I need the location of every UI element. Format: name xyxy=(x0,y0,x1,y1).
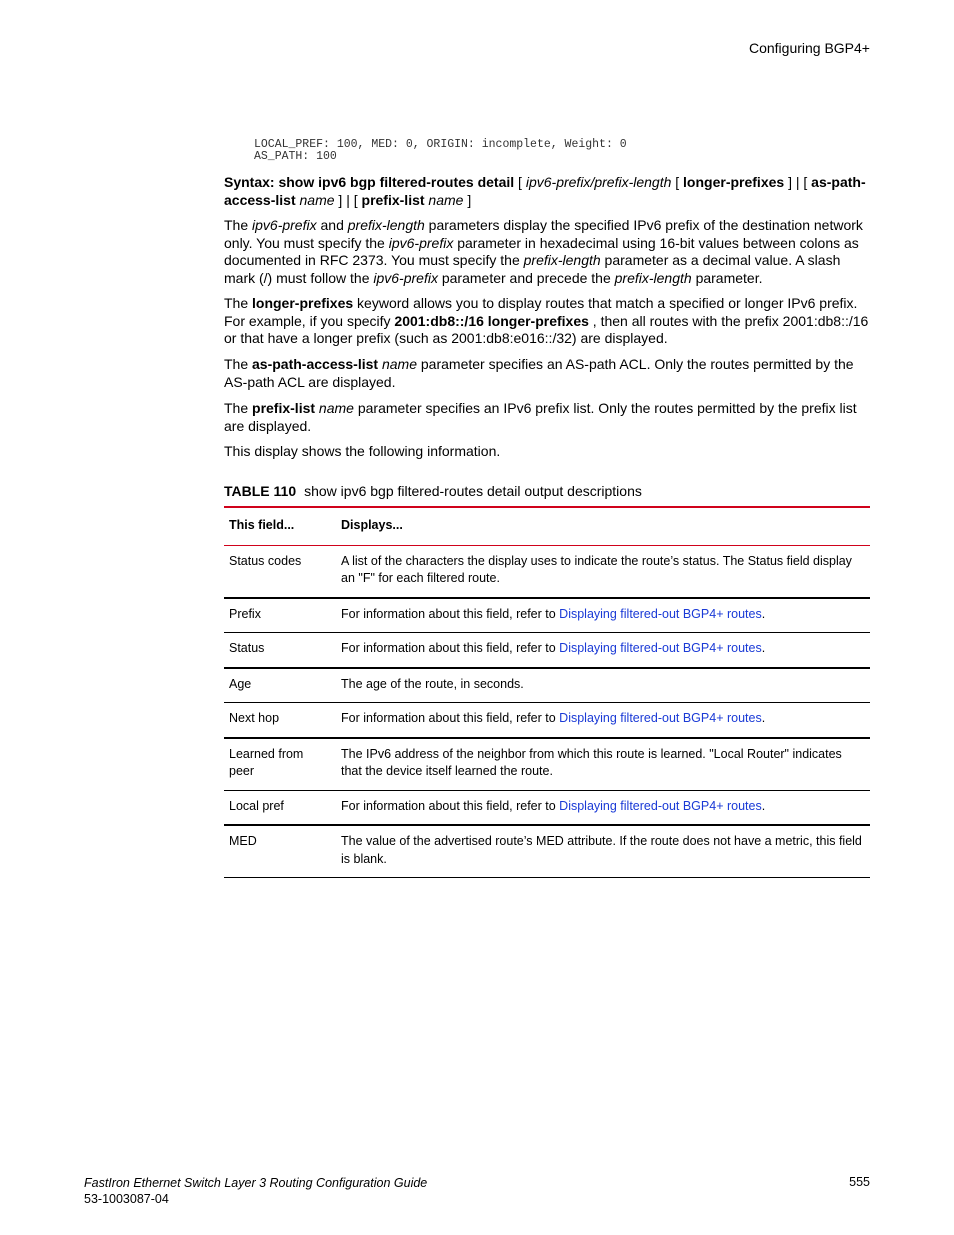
syntax-text: ] xyxy=(463,191,472,208)
text-italic: prefix-length xyxy=(347,217,425,233)
syntax-param: / xyxy=(590,174,595,190)
syntax-param: name xyxy=(299,191,335,208)
description-cell: The IPv6 address of the neighbor from which this route is learned. "Local Router" indicates that the device itself learned the route. xyxy=(336,738,870,791)
description-cell: The value of the advertised route’s MED attribute. If the route does not have a metric, this field is blank. xyxy=(336,825,870,878)
description-cell: The age of the route, in seconds. xyxy=(336,668,870,703)
table-row xyxy=(224,545,870,598)
table-row xyxy=(224,668,870,703)
syntax-line xyxy=(224,174,870,209)
table-row xyxy=(224,825,870,878)
text: parameters display the specified IPv6 prefix of the destination network only. You must specify the xyxy=(224,217,863,251)
text: parameter. xyxy=(691,269,763,286)
syntax-keyword: as-path-access-list xyxy=(224,174,866,208)
text: keyword allows you to display routes that match a specified or longer IPv6 prefix. For example, if you specify xyxy=(224,295,858,329)
text: . xyxy=(761,711,766,725)
table-row xyxy=(224,738,870,791)
paragraph-longer-prefixes xyxy=(224,295,870,348)
description-cell: A list of the characters the display uses to indicate the route’s status. The Status field display an "F" for each filtered route. xyxy=(336,545,870,598)
doc-number: 53-1003087-04 xyxy=(84,1192,169,1206)
text: . xyxy=(761,606,766,621)
text: For information about this field, refer to xyxy=(341,641,560,655)
text-italic: ipv6-prefix xyxy=(252,217,317,233)
paragraph-prefix xyxy=(224,217,870,287)
code-line: LOCAL_PREF: 100, MED: 0, ORIGIN: incomplete, Weight: 0 xyxy=(254,138,627,151)
text-italic: prefix-length xyxy=(614,269,692,286)
text: For information about this field, refer to xyxy=(341,798,560,813)
table-row xyxy=(224,598,870,633)
syntax-text: ] | [ xyxy=(334,191,362,208)
syntax-param: ipv6-prefix xyxy=(525,174,591,190)
text: parameter as a decimal value. A slash mark (/) must follow the xyxy=(224,252,841,286)
paragraph-prefix-list xyxy=(224,400,870,435)
syntax-label: Syntax: show ipv6 bgp filtered-routes detail xyxy=(224,174,515,190)
text: The xyxy=(224,400,253,416)
table-header-row xyxy=(224,507,870,545)
text-italic: name xyxy=(381,356,417,372)
text-bold: as-path-access-list xyxy=(252,356,379,372)
text-italic: prefix-length xyxy=(523,252,601,268)
text-italic: ipv6-prefix xyxy=(373,269,438,286)
field-cell: Status xyxy=(224,633,336,668)
text: and xyxy=(316,217,348,233)
guide-title: FastIron Ethernet Switch Layer 3 Routing Configuration Guide xyxy=(84,1176,428,1190)
text: . xyxy=(761,798,766,813)
field-cell: MED xyxy=(224,825,336,878)
running-header: Configuring BGP4+ xyxy=(748,40,870,56)
table-label: TABLE 110 xyxy=(224,483,297,499)
field-cell: Prefix xyxy=(224,598,336,633)
output-descriptions-table xyxy=(224,506,870,878)
text-bold: 2001:db8::/16 longer-prefixes xyxy=(394,312,589,329)
text: parameter specifies an IPv6 prefix list. Only the routes permitted by the prefix list are displayed. xyxy=(224,400,857,434)
cross-reference-link[interactable]: Displaying filtered-out BGP4+ routes xyxy=(559,641,762,655)
footer-left xyxy=(84,1175,427,1207)
cross-reference-link[interactable]: Displaying filtered-out BGP4+ routes xyxy=(559,606,762,621)
syntax-keyword: prefix-list xyxy=(361,191,425,208)
table-row xyxy=(224,633,870,668)
table-caption xyxy=(224,483,642,499)
table-row xyxy=(224,703,870,738)
text-italic: ipv6-prefix xyxy=(388,234,454,251)
field-cell: Learned from peer xyxy=(224,738,336,791)
field-cell: Age xyxy=(224,668,336,703)
cross-reference-link[interactable]: Displaying filtered-out BGP4+ routes xyxy=(559,798,762,813)
text: For information about this field, refer to xyxy=(341,711,560,725)
field-cell: Next hop xyxy=(224,703,336,738)
description-cell xyxy=(336,790,870,825)
field-cell: Status codes xyxy=(224,545,336,598)
text-bold: prefix-list xyxy=(252,400,316,416)
code-block xyxy=(254,139,627,163)
text-italic: name xyxy=(318,400,354,416)
text: parameter in hexadecimal using 16-bit values between colons as documented in RFC 2373. You must specify the xyxy=(224,234,859,268)
text: , then all routes with the prefix 2001:db8::/16 or that have a longer prefix (such as 2001:db8:e016::/32) are displayed. xyxy=(224,312,869,346)
text: The xyxy=(224,356,253,372)
syntax-text: [ xyxy=(671,174,684,190)
table-row xyxy=(224,790,870,825)
column-header: Displays... xyxy=(336,507,870,545)
description-cell xyxy=(336,633,870,668)
syntax-keyword: longer-prefixes xyxy=(683,174,785,190)
field-cell: Local pref xyxy=(224,790,336,825)
text: The xyxy=(224,295,253,311)
table-caption-text: show ipv6 bgp filtered-routes detail output descriptions xyxy=(304,483,642,499)
paragraph-intro xyxy=(224,443,870,461)
code-line: AS_PATH: 100 xyxy=(254,150,337,163)
syntax-text: ] | [ xyxy=(784,174,812,190)
text: . xyxy=(761,641,766,655)
paragraph-as-path xyxy=(224,356,870,391)
text-bold: longer-prefixes xyxy=(252,295,354,311)
text: For information about this field, refer to xyxy=(341,606,560,621)
text: parameter specifies an AS-path ACL. Only the routes permitted by the AS-path ACL are displayed. xyxy=(224,356,854,390)
text: The xyxy=(224,217,253,233)
column-header: This field... xyxy=(224,507,336,545)
text: This display shows the following information. xyxy=(224,443,501,459)
syntax-param: prefix-length xyxy=(594,174,672,190)
cross-reference-link[interactable]: Displaying filtered-out BGP4+ routes xyxy=(559,711,762,725)
page-number: 555 xyxy=(849,1175,870,1189)
text: parameter and precede the xyxy=(437,269,615,286)
description-cell xyxy=(336,703,870,738)
description-cell xyxy=(336,598,870,633)
syntax-text: [ xyxy=(514,174,526,190)
syntax-param: name xyxy=(428,191,464,208)
